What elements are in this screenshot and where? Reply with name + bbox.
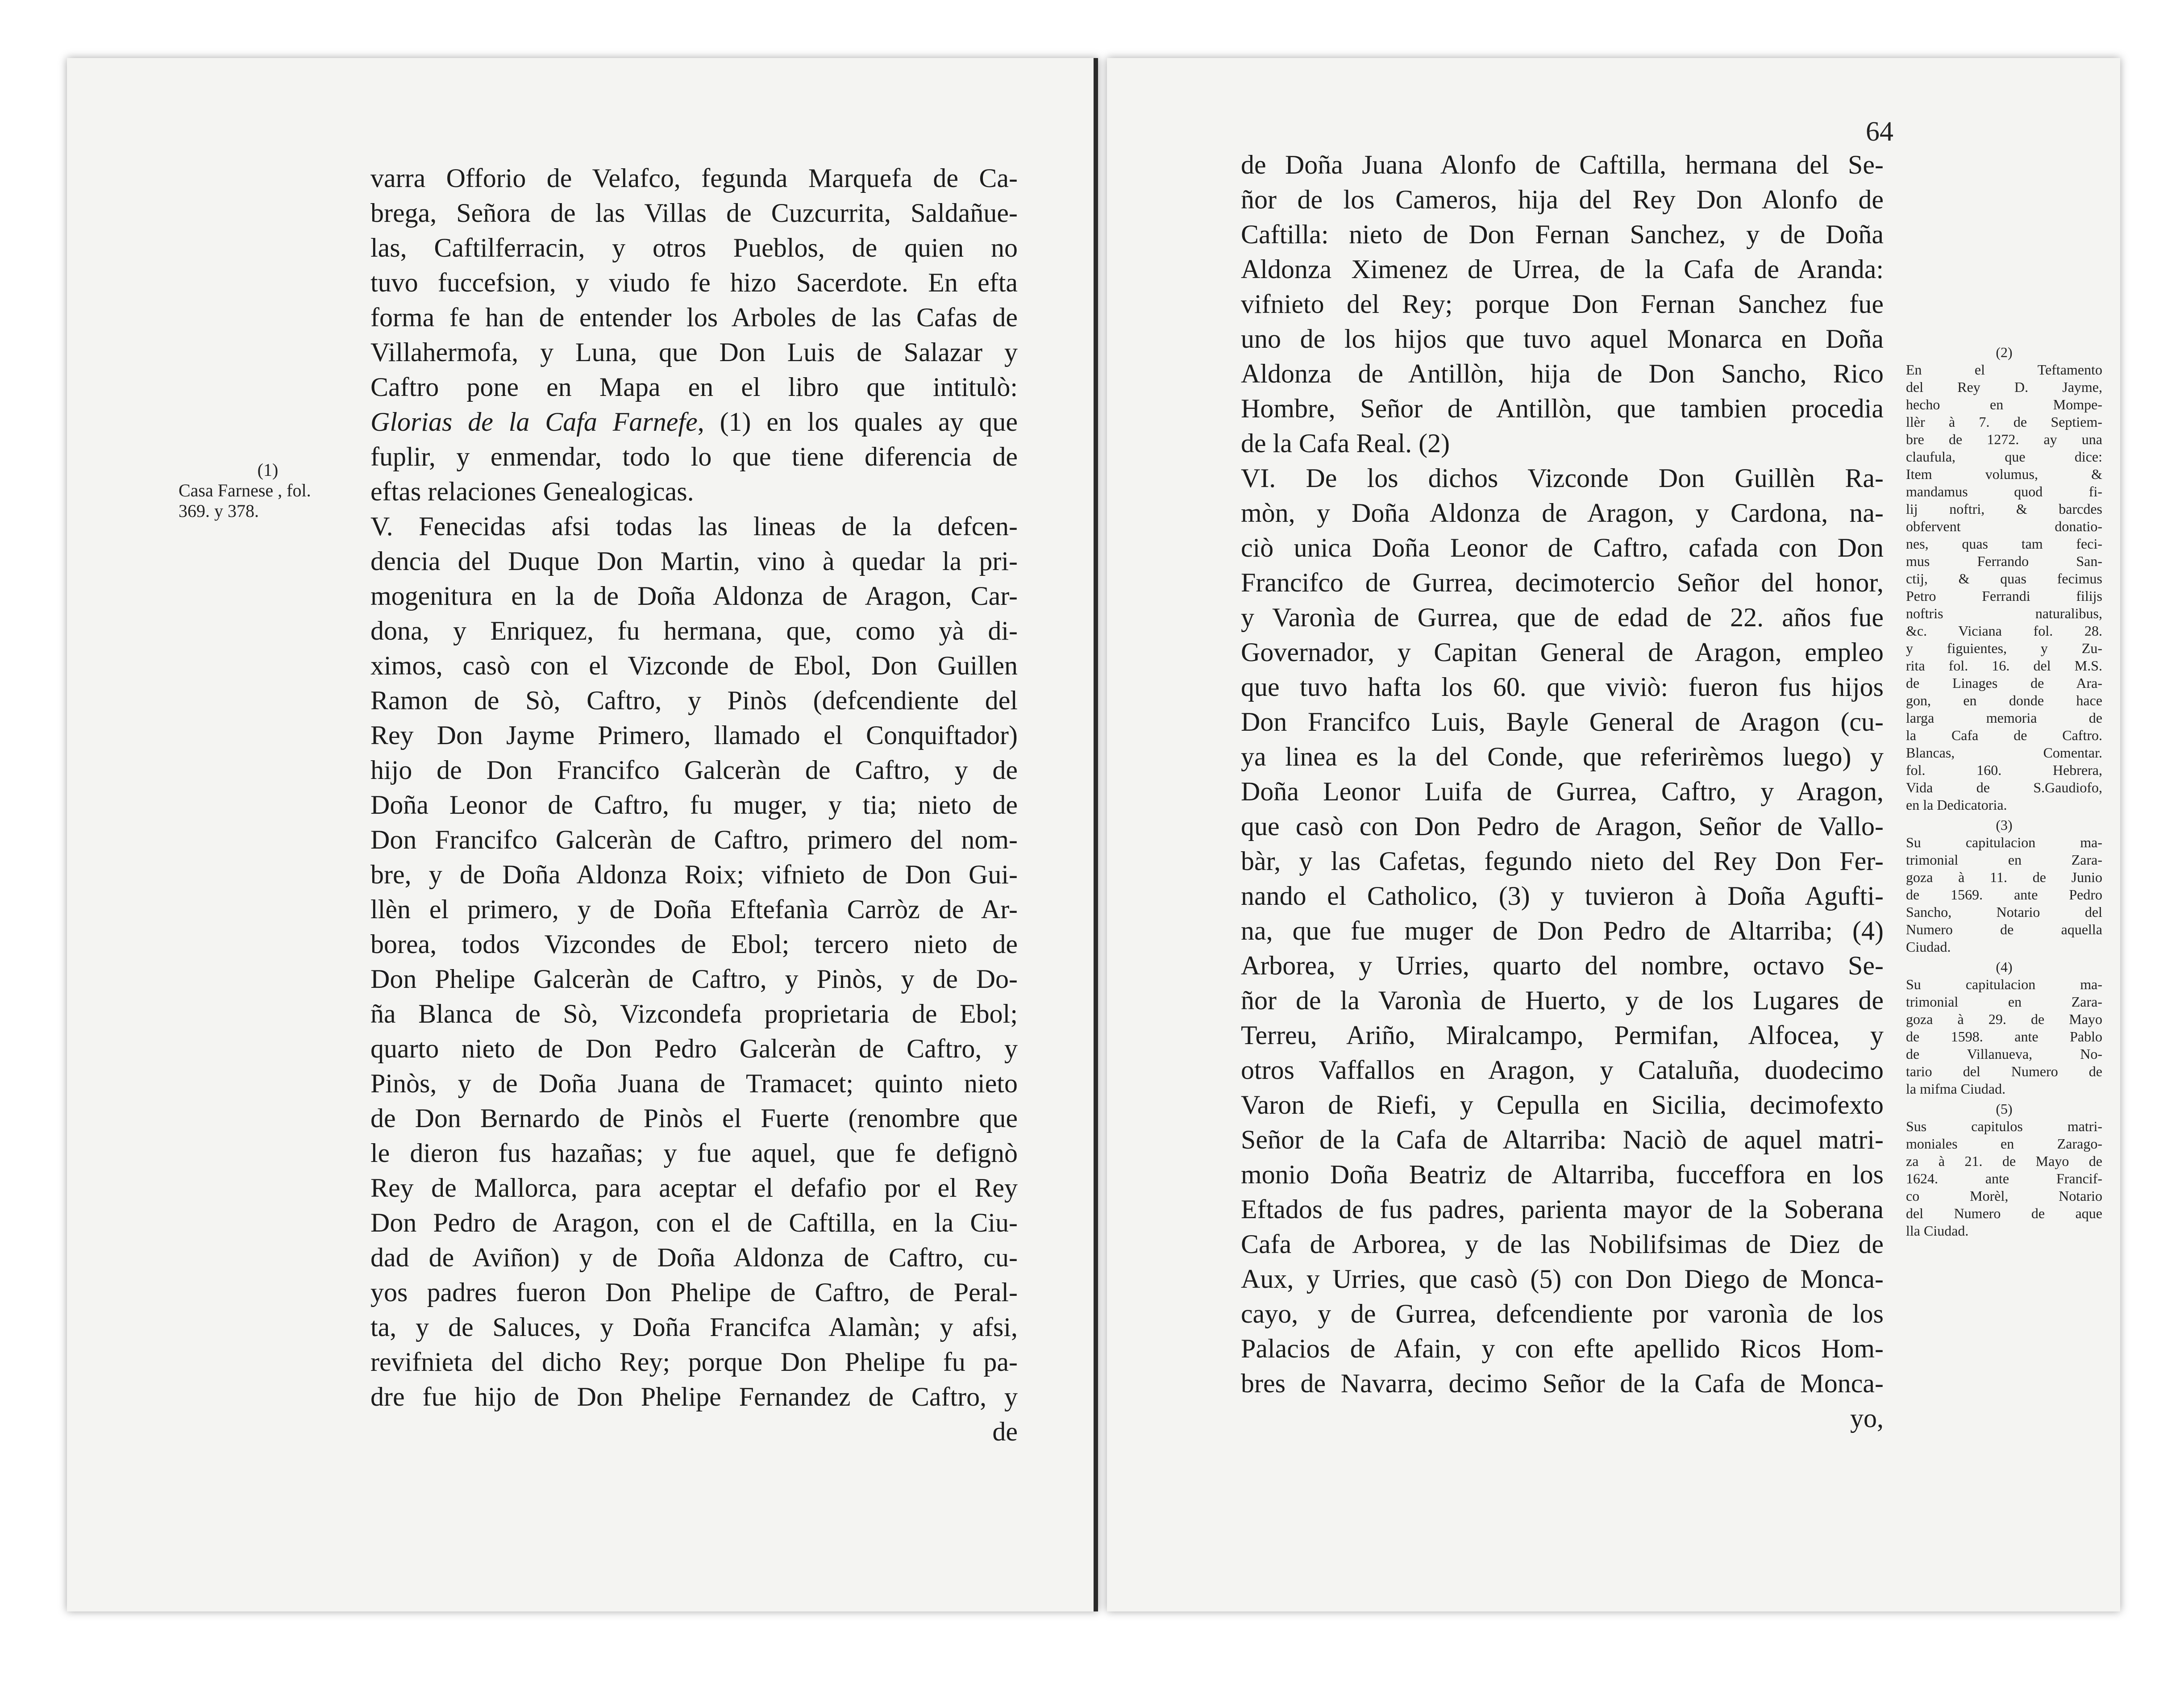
margin-note-line: mus Ferrando San- (1906, 553, 2102, 569)
text-line: eftas relaciones Genealogicas. (370, 477, 694, 506)
text-line: Hombre, Señor de Antillòn, que tambien procedia (1241, 394, 1884, 423)
text-line: llèn el primero, y de Doña Eftefanìa Carròz de Ar- (370, 895, 1018, 924)
text-line: bre, y de Doña Aldonza Roix; vifnieto de Don Gui- (370, 860, 1018, 889)
margin-note-line: Item volumus, & (1906, 466, 2102, 482)
text-line: bres de Navarra, decimo Señor de la Cafa de Monca- (1241, 1369, 1884, 1398)
margin-note-line: hecho en Mompe- (1906, 396, 2102, 412)
text-line: Don Francifco Luis, Bayle General de Aragon (cu- (1241, 707, 1884, 737)
text-line: forma fe han de entender los Arboles de las Cafas de (370, 303, 1018, 332)
margin-note (1906, 1100, 2102, 1240)
margin-note-line: trimonial en Zara- (1906, 852, 2102, 868)
margin-note-line: Blancas, Comentar. (1906, 745, 2102, 761)
text-line: Señor de la Cafa de Altarriba: Naciò de aquel matri- (1241, 1125, 1884, 1154)
text-line: ña Blanca de Sò, Vizcondefa proprietaria de Ebol; (370, 999, 1018, 1028)
text-line: de Doña Juana Alonfo de Caftilla, hermana del Se- (1241, 150, 1884, 179)
text-line: ñor de la Varonìa de Huerto, y de los Lugares de (1241, 986, 1884, 1015)
margin-note-line: bre de 1272. ay una (1906, 431, 2102, 447)
margin-note-line: tario del Numero de (1906, 1063, 2102, 1079)
margin-note (1906, 816, 2102, 956)
page-number: 64 (1866, 117, 1893, 147)
margin-note-line: moniales en Zarago- (1906, 1136, 2102, 1152)
text-line: Terreu, Ariño, Miralcampo, Permifan, Alfocea, y (1241, 1020, 1884, 1050)
text-line: bàr, y las Cafetas, fegundo nieto del Rey Don Fer- (1241, 846, 1884, 876)
margin-note-line: de 1569. ante Pedro (1906, 887, 2102, 903)
text-line: Don Phelipe Galceràn de Caftro, y Pinòs, y de Do- (370, 964, 1018, 994)
text-line: hijo de Don Francifco Galceràn de Caftro, y de (370, 755, 1018, 785)
text-line: dre fue hijo de Don Phelipe Fernandez de Caftro, y (370, 1382, 1018, 1411)
right-margin-notes (1906, 344, 2102, 1242)
margin-note-line: Casa Farnese , fol. (179, 480, 311, 500)
text-line: Caftilla: nieto de Don Fernan Sanchez, y de Doña (1241, 220, 1884, 249)
right-page (1107, 58, 2120, 1611)
text-line: ximos, casò con el Vizconde de Ebol, Don Guillen (370, 651, 1018, 680)
margin-note-line: Ciudad. (1906, 939, 1951, 955)
text-line: que casò con Don Pedro de Aragon, Señor de Vallo- (1241, 812, 1884, 841)
text-line: Eftados de fus padres, parienta mayor de la Soberana (1241, 1195, 1884, 1224)
margin-note-line: En el Teftamento (1906, 362, 2102, 378)
left-page-body (370, 161, 1018, 1449)
text-line: mòn, y Doña Aldonza de Aragon, y Cardona, na- (1241, 498, 1884, 528)
margin-note-line: ctij, & quas fecimus (1906, 570, 2102, 587)
text-line: ciò unica Doña Leonor de Caftro, cafada con Don (1241, 533, 1884, 562)
text-line: y Varonìa de Gurrea, que de edad de 22. años fue (1241, 603, 1884, 632)
text-line: otros Vaffallos en Aragon, y Cataluña, duodecimo (1241, 1055, 1884, 1085)
margin-note-line: fol. 160. Hebrera, (1906, 762, 2102, 778)
margin-note-line: goza à 11. de Junio (1906, 869, 2102, 885)
margin-note-number: (1) (257, 460, 279, 480)
margin-note-line: de 1598. ante Pablo (1906, 1028, 2102, 1045)
text-line: na, que fue muger de Don Pedro de Altarriba; (4) (1241, 916, 1884, 945)
margin-note-line: lij noftri, & barcdes (1906, 501, 2102, 517)
book-title-italic: Glorias de la Cafa Farnefe (370, 407, 698, 437)
margin-note-line: la Cafa de Caftro. (1906, 727, 2102, 743)
text-line: Cafa de Arborea, y de las Nobilifsimas de Diez de (1241, 1229, 1884, 1259)
text-line: Aldonza Ximenez de Urrea, de la Cafa de Aranda: (1241, 254, 1884, 284)
text-line: de la Cafa Real. (2) (1241, 429, 1450, 458)
margin-note-line: goza à 29. de Mayo (1906, 1011, 2102, 1027)
left-margin-note (179, 460, 357, 521)
margin-note-line: Su capitulacion ma- (1906, 976, 2102, 992)
margin-note-line: Sus capitulos matri- (1906, 1118, 2102, 1134)
margin-note-line: Petro Ferrandi filijs (1906, 588, 2102, 604)
margin-note-number: (5) (1996, 1101, 2013, 1117)
text-line: Villahermofa, y Luna, que Don Luis de Salazar y (370, 337, 1018, 367)
margin-note-number: (4) (1996, 959, 2013, 975)
text-line: Varon de Riefi, y Cepulla en Sicilia, decimofexto (1241, 1090, 1884, 1120)
text-line: yos padres fueron Don Phelipe de Caftro, de Peral- (370, 1278, 1018, 1307)
margin-note-line: Vida de S.Gaudiofo, (1906, 779, 2102, 795)
text-line: nando el Catholico, (3) y tuvieron à Doña Agufti- (1241, 881, 1884, 911)
text-line: le dieron fus hazañas; y fue aquel, que fe defignò (370, 1138, 1018, 1168)
margin-note-line: co Morèl, Notario (1906, 1188, 2102, 1204)
margin-note-line: nes, quas tam feci- (1906, 536, 2102, 552)
book-spread (67, 58, 2120, 1611)
text-line: quarto nieto de Don Pedro Galceràn de Caftro, y (370, 1034, 1018, 1063)
text-line: monio Doña Beatriz de Altarriba, fucceffora en los (1241, 1160, 1884, 1189)
margin-note-line: la mifma Ciudad. (1906, 1081, 2006, 1097)
margin-note-line: llèr à 7. de Septiem- (1906, 414, 2102, 430)
margin-note-line: noftris naturalibus, (1906, 605, 2102, 621)
margin-note-line: Sancho, Notario del (1906, 904, 2102, 920)
text-line: cayo, y de Gurrea, defcendiente por varonìa de los (1241, 1299, 1884, 1328)
text-line: las, Caftilferracin, y otros Pueblos, de quien no (370, 233, 1018, 262)
margin-note-line: Su capitulacion ma- (1906, 834, 2102, 850)
text-line: Doña Leonor Luifa de Gurrea, Caftro, y Aragon, (1241, 777, 1884, 806)
text-line: mogenitura en la de Doña Aldonza de Aragon, Car- (370, 581, 1018, 611)
text-line: Aux, y Urries, que casò (5) con Don Diego de Monca- (1241, 1264, 1884, 1294)
text-line: brega, Señora de las Villas de Cuzcurrita, Saldañue- (370, 198, 1018, 228)
margin-note-line: obfervent donatio- (1906, 518, 2102, 534)
text-line: Doña Leonor de Caftro, fu muger, y tia; nieto de (370, 790, 1018, 820)
text-line: Aldonza de Antillòn, hija de Don Sancho, Rico (1241, 359, 1884, 388)
margin-note-line: y figuientes, y Zu- (1906, 640, 2102, 656)
text-line: Don Francifco Galceràn de Caftro, primero del nom- (370, 825, 1018, 854)
text-line: ya linea es la del Conde, que referirèmos luego) y (1241, 742, 1884, 771)
text-line: dad de Aviñon) y de Doña Aldonza de Caftro, cu- (370, 1243, 1018, 1272)
text-line: Ramon de Sò, Caftro, y Pinòs (defcendiente del (370, 686, 1018, 715)
margin-note-line: gon, en donde hace (1906, 692, 2102, 708)
text-line: dencia del Duque Don Martin, vino à quedar la pri- (370, 546, 1018, 576)
margin-note-line: 369. y 378. (179, 501, 259, 521)
text-line: Palacios de Afain, y con efte apellido Ricos Hom- (1241, 1334, 1884, 1363)
margin-note-line: del Rey D. Jayme, (1906, 379, 2102, 395)
margin-note-line: de Linages de Ara- (1906, 675, 2102, 691)
text-line: tuvo fuccefsion, y viudo fe hizo Sacerdote. En efta (370, 268, 1018, 297)
text-line: Governador, y Capitan General de Aragon, empleo (1241, 637, 1884, 667)
margin-note-line: en la Dedicatoria. (1906, 797, 2007, 813)
text-line: vifnieto del Rey; porque Don Fernan Sanchez fue (1241, 289, 1884, 319)
text-line: ñor de los Cameros, hija del Rey Don Alonfo de (1241, 185, 1884, 214)
margin-note-line: trimonial en Zara- (1906, 994, 2102, 1010)
text-line: uno de los hijos que tuvo aquel Monarca en Doña (1241, 324, 1884, 354)
text-line: que tuvo hafta los 60. que viviò: fueron fus hijos (1241, 672, 1884, 702)
text-line: yo, (1850, 1403, 1884, 1433)
margin-note-line: za à 21. de Mayo de (1906, 1153, 2102, 1169)
margin-note-line: 1624. ante Francif- (1906, 1170, 2102, 1186)
left-page (67, 58, 1098, 1611)
margin-note-line: de Villanueva, No- (1906, 1046, 2102, 1062)
text-line: ta, y de Saluces, y Doña Francifca Alamàn; y afsi, (370, 1312, 1018, 1342)
margin-note-number: (3) (1996, 817, 2013, 833)
text-line: Rey de Mallorca, para aceptar el defafio por el Rey (370, 1173, 1018, 1203)
margin-note-number: (2) (1996, 344, 2013, 360)
margin-note-line: larga memoria de (1906, 710, 2102, 726)
text-line: Glorias de la Cafa Farnefe, (1) en los quales ay que (370, 407, 1018, 437)
margin-note-line: &c. Viciana fol. 28. (1906, 623, 2102, 639)
text-line: V. Fenecidas afsi todas las lineas de la defcen- (370, 512, 1018, 541)
text-line: Rey Don Jayme Primero, llamado el Conquiftador) (370, 720, 1018, 750)
text-line: fuplir, y enmendar, todo lo que tiene diferencia de (370, 442, 1018, 471)
text-line: Caftro pone en Mapa en el libro que intitulò: (370, 372, 1018, 402)
text-line: dona, y Enriquez, fu hermana, que, como yà di- (370, 616, 1018, 645)
margin-note-line: rita fol. 16. del M.S. (1906, 658, 2102, 674)
margin-note-line: Numero de aquella (1906, 921, 2102, 937)
text-line: de Don Bernardo de Pinòs el Fuerte (renombre que (370, 1103, 1018, 1133)
margin-note-line: mandamus quod fi- (1906, 483, 2102, 500)
text-line: Pinòs, y de Doña Juana de Tramacet; quinto nieto (370, 1069, 1018, 1098)
text-line: Arborea, y Urries, quarto del nombre, octavo Se- (1241, 951, 1884, 980)
margin-note-line: del Numero de aque (1906, 1205, 2102, 1221)
margin-note (1906, 958, 2102, 1098)
margin-note-line: claufula, que dice: (1906, 449, 2102, 465)
text-line: revifnieta del dicho Rey; porque Don Phelipe fu pa- (370, 1347, 1018, 1377)
margin-note (1906, 344, 2102, 814)
text-line: VI. De los dichos Vizconde Don Guillèn Ra- (1241, 463, 1884, 493)
text-line: Don Pedro de Aragon, con el de Caftilla, en la Ciu- (370, 1208, 1018, 1237)
margin-note-line: lla Ciudad. (1906, 1223, 1969, 1239)
right-page-body (1241, 147, 1884, 1436)
text-line: Francifco de Gurrea, decimotercio Señor del honor, (1241, 568, 1884, 597)
text-line: borea, todos Vizcondes de Ebol; tercero nieto de (370, 929, 1018, 959)
text-line: de (992, 1417, 1018, 1446)
text-line: varra Offorio de Velafco, fegunda Marquefa de Ca- (370, 163, 1018, 193)
